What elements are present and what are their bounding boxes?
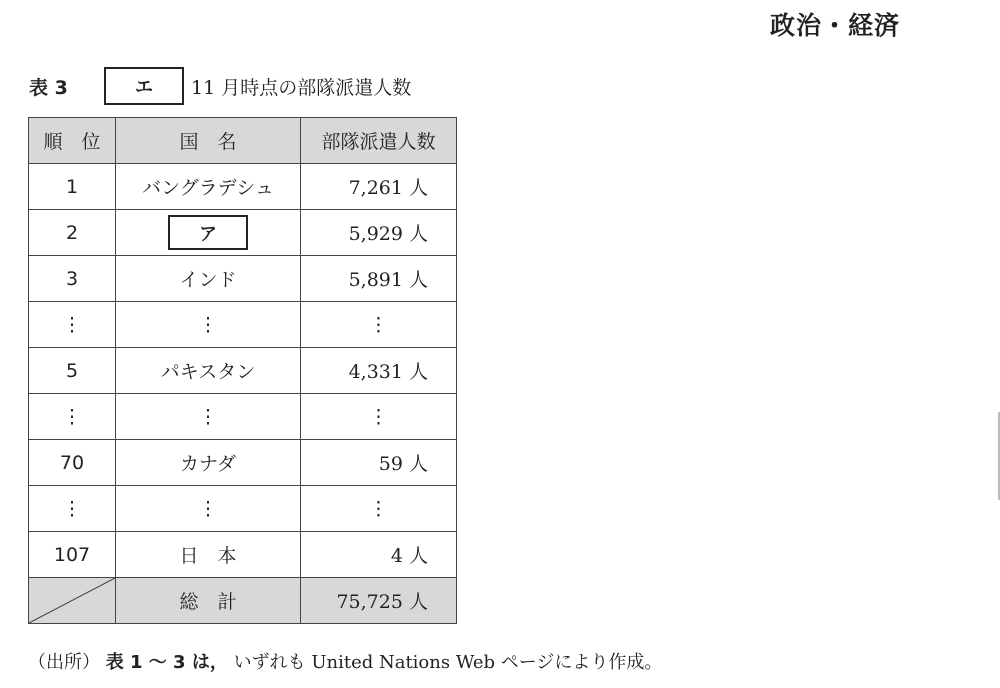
table-caption	[29, 67, 411, 105]
ellipsis-cell: ⋮	[29, 486, 116, 532]
diagonal-cell	[29, 578, 116, 624]
diagonal-line	[29, 578, 115, 623]
table-number: 表 3	[29, 76, 68, 99]
table-row	[29, 210, 457, 256]
source-prefix: （出所）	[28, 652, 100, 673]
rank-cell: 5	[29, 348, 116, 394]
count-cell: 4,331 人	[301, 348, 457, 394]
rank-cell: 70	[29, 440, 116, 486]
table-header-row	[29, 118, 457, 164]
source-note	[28, 648, 662, 674]
ellipsis-cell: ⋮	[29, 394, 116, 440]
caption-text: 11 月時点の部隊派遣人数	[191, 76, 412, 99]
country-cell: パキスタン	[116, 348, 301, 394]
total-label: 総 計	[116, 578, 301, 624]
answer-blank-a: ア	[168, 215, 248, 250]
country-cell: カナダ	[116, 440, 301, 486]
table-row	[29, 486, 457, 532]
deployment-table	[28, 117, 457, 624]
country-cell	[116, 210, 301, 256]
total-count: 75,725 人	[301, 578, 457, 624]
ellipsis-cell: ⋮	[116, 302, 301, 348]
table-row	[29, 348, 457, 394]
ellipsis-cell: ⋮	[301, 302, 457, 348]
ellipsis-cell: ⋮	[116, 394, 301, 440]
header-count: 部隊派遣人数	[301, 118, 457, 164]
subject-title: 政治・経済	[770, 11, 901, 40]
header-rank: 順 位	[29, 118, 116, 164]
table-row	[29, 302, 457, 348]
count-cell: 7,261 人	[301, 164, 457, 210]
ellipsis-cell: ⋮	[29, 302, 116, 348]
country-cell: インド	[116, 256, 301, 302]
count-cell: 5,929 人	[301, 210, 457, 256]
count-cell: 4 人	[301, 532, 457, 578]
table-row	[29, 256, 457, 302]
source-tables-ref: 表 1 ～ 3 は，	[105, 652, 228, 673]
country-cell: バングラデシュ	[116, 164, 301, 210]
rank-cell: 3	[29, 256, 116, 302]
ellipsis-cell: ⋮	[301, 486, 457, 532]
table-row	[29, 440, 457, 486]
rank-cell: 1	[29, 164, 116, 210]
rank-cell: 2	[29, 210, 116, 256]
country-cell: 日 本	[116, 532, 301, 578]
table-row	[29, 532, 457, 578]
total-row	[29, 578, 457, 624]
answer-blank-e: エ	[104, 67, 184, 105]
count-cell: 59 人	[301, 440, 457, 486]
ellipsis-cell: ⋮	[116, 486, 301, 532]
ellipsis-cell: ⋮	[301, 394, 457, 440]
table-row	[29, 394, 457, 440]
table-row	[29, 164, 457, 210]
source-text: いずれも United Nations Web ページにより作成。	[233, 652, 663, 673]
rank-cell: 107	[29, 532, 116, 578]
header-country: 国 名	[116, 118, 301, 164]
count-cell: 5,891 人	[301, 256, 457, 302]
